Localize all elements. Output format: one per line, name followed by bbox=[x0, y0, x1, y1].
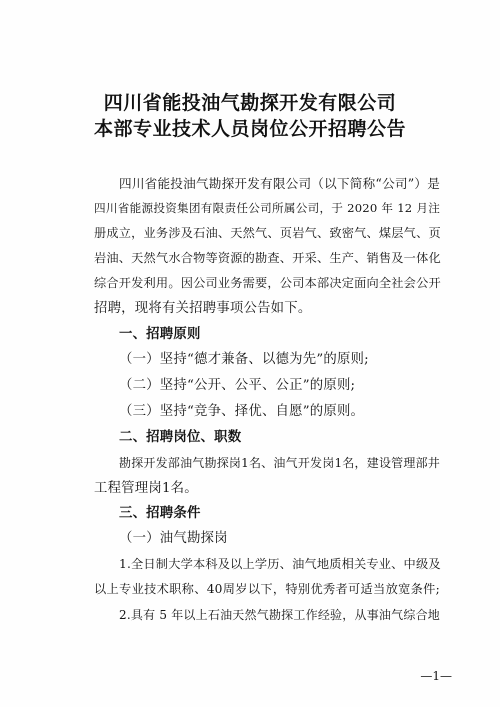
section-1-heading: 一、招聘原则 bbox=[119, 327, 201, 342]
section-3-line-3: 2.具有 5 年以上石油天然气勘探工作经验，从事油气综合地 bbox=[119, 608, 440, 622]
section-1-item-3: （三）坚持“竞争、择优、自愿”的原则。 bbox=[119, 404, 365, 419]
intro-line-2: 四川省能源投资集团有限责任公司所属公司，于 2020 年 12 月注 bbox=[94, 201, 440, 215]
section-3-subheading: （一）油气勘探岗 bbox=[119, 531, 228, 546]
section-3-heading: 三、招聘条件 bbox=[119, 506, 201, 521]
section-3-line-1: 1.全日制大学本科及以上学历、油气地质相关专业、中级及 bbox=[119, 557, 441, 571]
section-2-line-1: 勘探开发部油气勘探岗1名、油气开发岗1名，建设管理部井 bbox=[119, 456, 440, 470]
intro-line-5: 综合开发利用。因公司业务需要，公司本部决定面向全社会公开 bbox=[94, 276, 441, 290]
section-2-heading: 二、招聘岗位、职数 bbox=[119, 430, 242, 445]
intro-line-3: 册成立，业务涉及石油、天然气、页岩气、致密气、煤层气、页 bbox=[94, 226, 441, 240]
section-2-line-2: 工程管理岗1名。 bbox=[94, 481, 198, 496]
document-title-line-1: 四川省能投油气勘探开发有限公司 bbox=[103, 92, 397, 114]
intro-line-6: 招聘，现将有关招聘事项公告如下。 bbox=[94, 301, 312, 316]
intro-line-1: 四川省能投油气勘探开发有限公司（以下简称“公司”）是 bbox=[119, 176, 440, 191]
document-title-line-2: 本部专业技术人员岗位公开招聘公告 bbox=[93, 118, 406, 140]
section-1-item-2: （二）坚持“公开、公平、公正”的原则; bbox=[119, 378, 356, 393]
section-1-item-1: （一）坚持“德才兼备、以德为先”的原则; bbox=[119, 352, 369, 367]
page-number: —1— bbox=[420, 669, 452, 683]
section-3-line-2: 以上专业技术职称、40周岁以下，特别优秀者可适当放宽条件; bbox=[94, 582, 440, 596]
intro-line-4: 岩油、天然气水合物等资源的勘查、开采、生产、销售及一体化 bbox=[94, 251, 441, 265]
